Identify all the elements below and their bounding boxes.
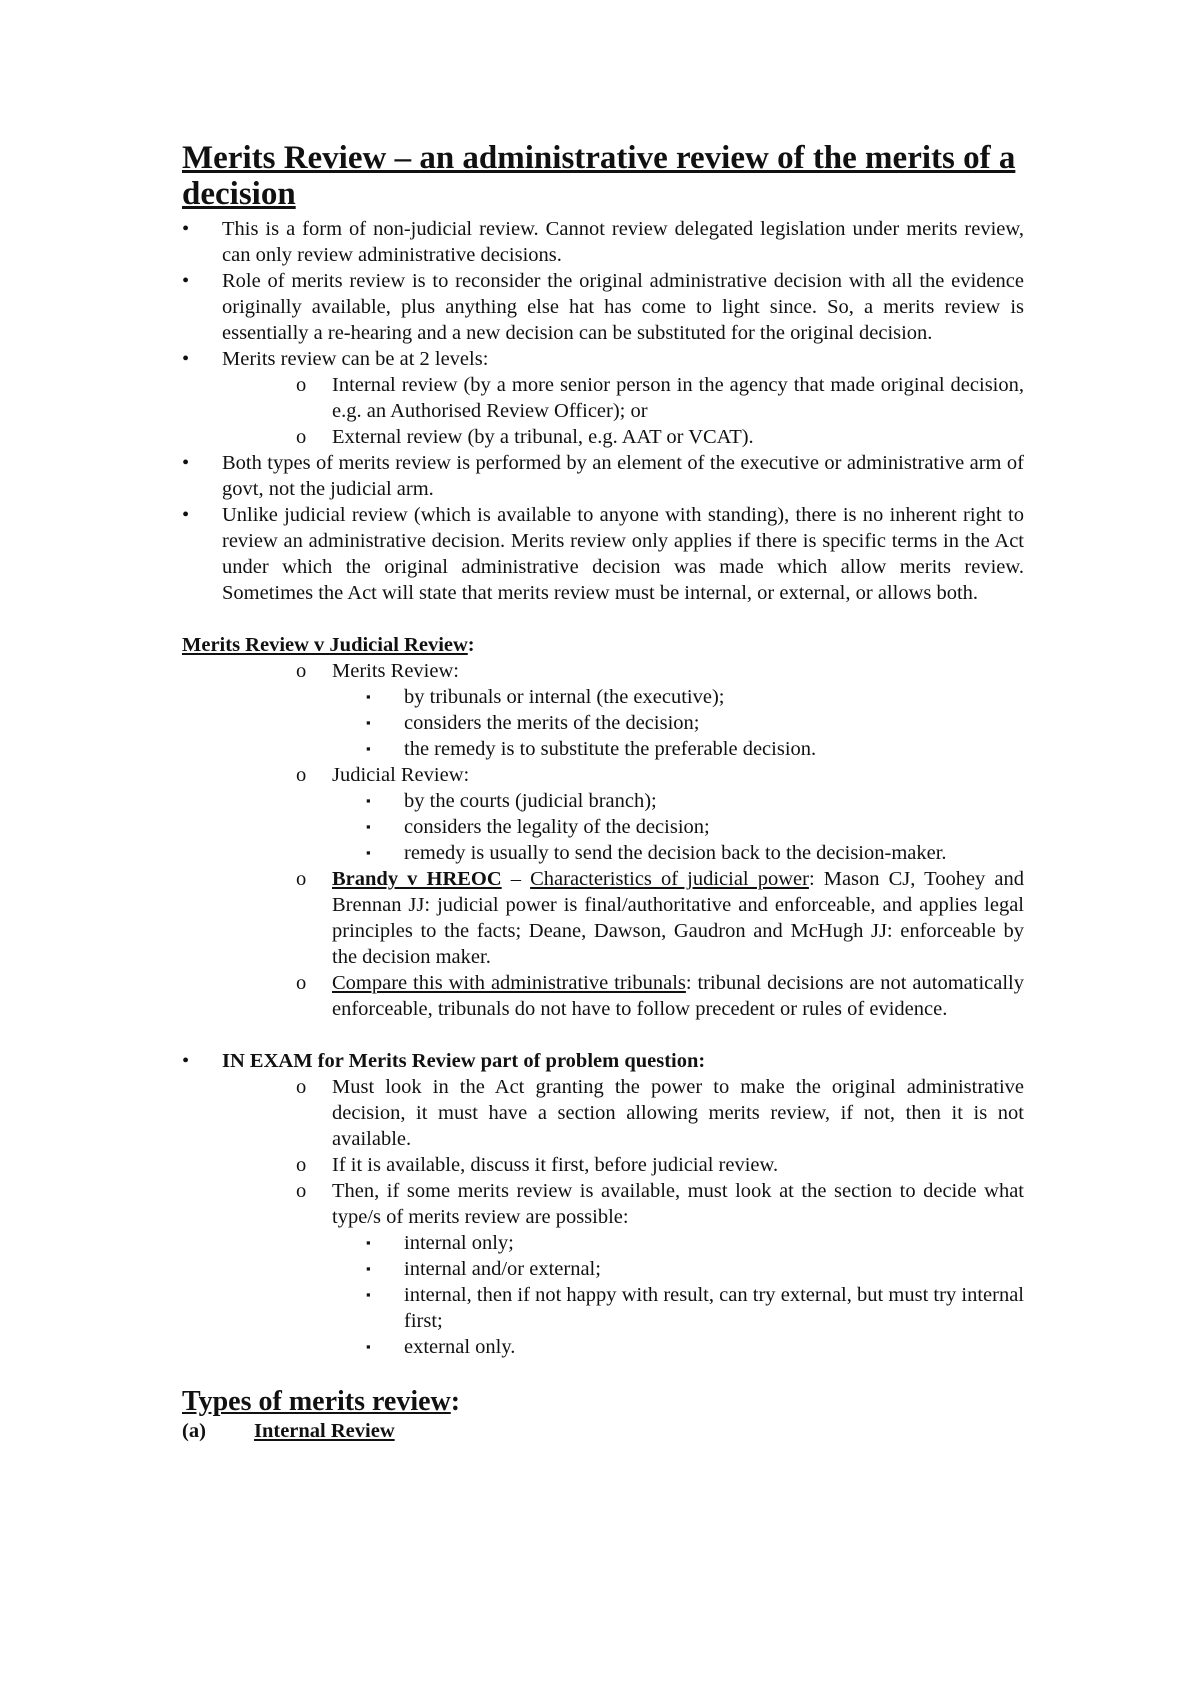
comparison-heading: Merits Review v Judicial Review [182,634,468,656]
case-topic: Characteristics of judicial power [530,868,809,890]
level-text: External review (by a tribunal, e.g. AAT or VCAT). [332,426,754,448]
bullet-text: Merits review can be at 2 levels: [222,348,489,370]
square-marker: ▪ [366,741,371,756]
list-item [182,1048,1024,1074]
list-item: o Then, if some merits review is available, must look at the section to decide what type/s of merits review are possible: [296,1180,1024,1228]
list-item: ▪ by tribunals or internal (the executive); [366,686,725,708]
list-item [296,762,1024,788]
bullet-text: Role of merits review is to reconsider the original administrative decision with all the evidence originally available, plus anything else hat has come to light since. So, a merits review is essentially a re-hearing and a new decision can be substituted for the original decision. [222,270,1024,344]
list-item [296,658,1024,684]
list-item [296,424,1024,450]
list-item [182,450,1024,502]
list-item [296,372,1024,424]
list-item: ▪ internal and/or external; [366,1258,601,1280]
bullet-text: Unlike judicial review (which is available to anyone with standing), there is no inherent right to review an administrative decision. Merits review only applies if there is specific terms in the Act under which the original administrative decision was made which allow merits review. Sometimes the Act will state that merits review must be internal, or external, or allows both. [222,504,1024,604]
list-item: ▪ considers the merits of the decision; [366,712,700,734]
bullet-marker: • [182,218,190,240]
square-marker: ▪ [366,1261,371,1276]
circle-marker: o [296,764,307,786]
list-item [182,346,1024,372]
square-marker: ▪ [366,689,371,704]
circle-marker: o [296,1154,307,1176]
list-item: ▪ external only. [366,1336,516,1358]
circle-marker: o [296,972,307,994]
bullet-marker: • [182,270,190,292]
list-item: ▪ considers the legality of the decision; [366,816,710,838]
list-item: ▪ the remedy is to substitute the preferable decision. [366,738,817,760]
bullet-text: This is a form of non-judicial review. Cannot review delegated legislation under merits review, can only review administrative decisions. [222,218,1024,266]
document-page [182,140,1024,1444]
circle-marker: o [296,426,307,448]
circle-marker: o [296,374,307,396]
bullet-marker: • [182,348,190,370]
bullet-marker: • [182,1050,190,1072]
judicial-label: Judicial Review: [332,764,470,786]
section-a-heading [182,1418,1024,1444]
list-item: ▪ by the courts (judicial branch); [366,790,657,812]
list-item [182,268,1024,346]
exam-heading: IN EXAM for Merits Review part of problem question: [222,1050,706,1072]
bullet-text: Both types of merits review is performed by an element of the executive or administrative arm of govt, not the judicial arm. [222,452,1024,500]
square-marker: ▪ [366,793,371,808]
list-item: ▪ internal, then if not happy with result, can try external, but must try internal first; [366,1284,1024,1332]
case-name: Brandy v HREOC [332,868,502,890]
list-item: o Compare this with administrative tribunals: tribunal decisions are not automatically enforceable, tribunals do not have to follow precedent or rules of evidence. [296,972,1024,1020]
bullet-marker: • [182,452,190,474]
square-marker: ▪ [366,819,371,834]
types-heading: Types of merits review: [182,1386,461,1417]
circle-marker: o [296,1076,307,1098]
list-item: o Brandy v HREOC – Characteristics of judicial power: Mason CJ, Toohey and Brennan JJ: judicial power is final/authoritative and enforceable, and applies legal principles to the facts; Deane, Dawson, Gaudron and McHugh JJ: enforceable by the decision maker. [296,868,1024,968]
merits-label: Merits Review: [332,660,459,682]
compare-lead: Compare this with administrative tribunals [332,972,686,994]
list-item [182,216,1024,268]
level-text: Internal review (by a more senior person in the agency that made original decision, e.g. an Authorised Review Officer); or [332,374,1024,422]
circle-marker: o [296,868,307,890]
list-item: ▪ internal only; [366,1232,514,1254]
circle-marker: o [296,660,307,682]
bullet-marker: • [182,504,190,526]
list-item [182,502,1024,606]
square-marker: ▪ [366,1287,371,1302]
list-item: o Must look in the Act granting the power to make the original administrative decision, it must have a section allowing merits review, if not, then it is not available. [296,1076,1024,1150]
section-heading: Merits Review v Judicial Review: [182,634,475,656]
circle-marker: o [296,1180,307,1202]
square-marker: ▪ [366,845,371,860]
square-marker: ▪ [366,715,371,730]
section-a-label: (a) [182,1420,206,1442]
section-a-title: Internal Review [254,1420,395,1442]
list-item: ▪ remedy is usually to send the decision back to the decision-maker. [366,842,947,864]
page-title: Merits Review – an administrative review of the merits of a decision [182,140,1016,212]
square-marker: ▪ [366,1235,371,1250]
square-marker: ▪ [366,1339,371,1354]
list-item: o If it is available, discuss it first, before judicial review. [296,1154,779,1176]
